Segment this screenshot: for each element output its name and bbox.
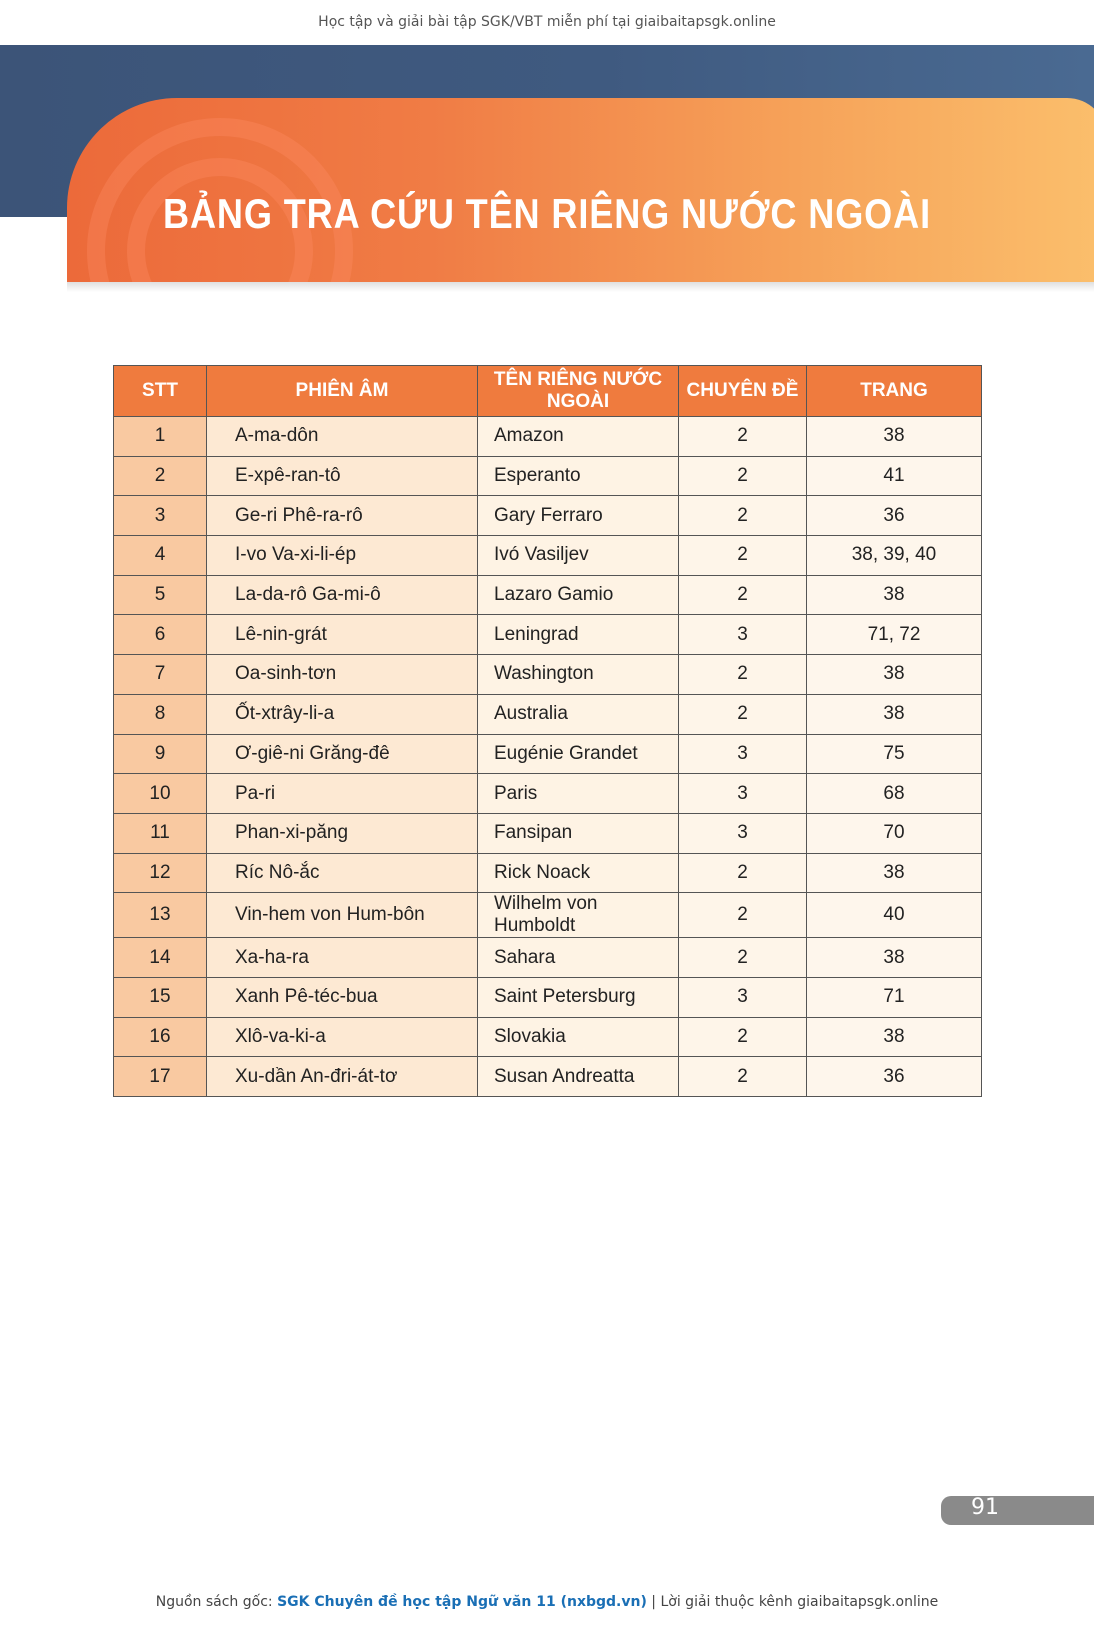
cell-topic: 2 xyxy=(679,655,807,695)
cell-foreign-name: Amazon xyxy=(478,417,679,457)
cell-page: 38, 39, 40 xyxy=(807,536,982,576)
table-row xyxy=(114,977,982,1017)
cell-phonetic: Xanh Pê-téc-bua xyxy=(207,977,478,1017)
cell-phonetic: Vin-hem von Hum-bôn xyxy=(207,893,478,938)
cell-topic: 2 xyxy=(679,694,807,734)
table-row xyxy=(114,655,982,695)
cell-stt: 15 xyxy=(114,977,207,1017)
cell-phonetic: A-ma-dôn xyxy=(207,417,478,457)
cell-stt: 7 xyxy=(114,655,207,695)
cell-stt: 10 xyxy=(114,774,207,814)
cell-topic: 3 xyxy=(679,813,807,853)
cell-phonetic: Xa-ha-ra xyxy=(207,938,478,978)
page-number: 91 xyxy=(971,1495,999,1520)
cell-stt: 11 xyxy=(114,813,207,853)
cell-page: 68 xyxy=(807,774,982,814)
cell-foreign-name: Wilhelm von Humboldt xyxy=(478,893,679,938)
cell-foreign-name: Australia xyxy=(478,694,679,734)
cell-stt: 5 xyxy=(114,575,207,615)
cell-stt: 4 xyxy=(114,536,207,576)
cell-phonetic: I-vo Va-xi-li-ép xyxy=(207,536,478,576)
table-row xyxy=(114,1017,982,1057)
cell-foreign-name: Paris xyxy=(478,774,679,814)
cell-topic: 2 xyxy=(679,853,807,893)
cell-phonetic: Oa-sinh-tơn xyxy=(207,655,478,695)
cell-foreign-name: Sahara xyxy=(478,938,679,978)
cell-page: 36 xyxy=(807,1057,982,1097)
cell-page: 38 xyxy=(807,853,982,893)
page-title: BẢNG TRA CỨU TÊN RIÊNG NƯỚC NGOÀI xyxy=(163,190,931,237)
cell-topic: 2 xyxy=(679,417,807,457)
cell-stt: 12 xyxy=(114,853,207,893)
cell-phonetic: E-xpê-ran-tô xyxy=(207,456,478,496)
cell-page: 71, 72 xyxy=(807,615,982,655)
cell-foreign-name: Slovakia xyxy=(478,1017,679,1057)
cell-stt: 2 xyxy=(114,456,207,496)
cell-page: 38 xyxy=(807,655,982,695)
footer-prefix: Nguồn sách gốc: xyxy=(155,1594,278,1610)
table-row xyxy=(114,1057,982,1097)
name-lookup-table xyxy=(113,365,982,1097)
cell-stt: 9 xyxy=(114,734,207,774)
cell-foreign-name: Lazaro Gamio xyxy=(478,575,679,615)
cell-phonetic: Ốt-xtrây-li-a xyxy=(207,694,478,734)
table-row xyxy=(114,456,982,496)
table-row xyxy=(114,938,982,978)
cell-stt: 8 xyxy=(114,694,207,734)
cell-foreign-name: Leningrad xyxy=(478,615,679,655)
cell-topic: 2 xyxy=(679,575,807,615)
cell-stt: 16 xyxy=(114,1017,207,1057)
cell-topic: 2 xyxy=(679,496,807,536)
cell-topic: 3 xyxy=(679,977,807,1017)
cell-page: 38 xyxy=(807,575,982,615)
cell-stt: 14 xyxy=(114,938,207,978)
cell-topic: 2 xyxy=(679,456,807,496)
cell-topic: 2 xyxy=(679,938,807,978)
cell-foreign-name: Gary Ferraro xyxy=(478,496,679,536)
header-page: TRANG xyxy=(807,366,982,417)
cell-phonetic: Ơ-giê-ni Grăng-đê xyxy=(207,734,478,774)
table-row xyxy=(114,694,982,734)
footer-note xyxy=(0,1594,1094,1610)
cell-foreign-name: Fansipan xyxy=(478,813,679,853)
cell-foreign-name: Washington xyxy=(478,655,679,695)
cell-topic: 2 xyxy=(679,1057,807,1097)
footer-source-link[interactable]: SGK Chuyên đề học tập Ngữ văn 11 (nxbgd.vn) xyxy=(277,1594,647,1610)
cell-stt: 1 xyxy=(114,417,207,457)
table-row xyxy=(114,615,982,655)
table-header-row xyxy=(114,366,982,417)
cell-topic: 3 xyxy=(679,615,807,655)
table-row xyxy=(114,575,982,615)
cell-page: 36 xyxy=(807,496,982,536)
banner-shadow xyxy=(67,282,1094,292)
cell-topic: 2 xyxy=(679,536,807,576)
cell-stt: 17 xyxy=(114,1057,207,1097)
cell-page: 71 xyxy=(807,977,982,1017)
cell-stt: 13 xyxy=(114,893,207,938)
cell-page: 41 xyxy=(807,456,982,496)
cell-foreign-name: Saint Petersburg xyxy=(478,977,679,1017)
cell-page: 75 xyxy=(807,734,982,774)
table-row xyxy=(114,417,982,457)
cell-page: 38 xyxy=(807,938,982,978)
cell-topic: 2 xyxy=(679,893,807,938)
cell-phonetic: Ge-ri Phê-ra-rô xyxy=(207,496,478,536)
cell-stt: 6 xyxy=(114,615,207,655)
header-stt: STT xyxy=(114,366,207,417)
table-row xyxy=(114,734,982,774)
table-row xyxy=(114,853,982,893)
cell-page: 40 xyxy=(807,893,982,938)
header-phonetic: PHIÊN ÂM xyxy=(207,366,478,417)
cell-phonetic: Pa-ri xyxy=(207,774,478,814)
cell-stt: 3 xyxy=(114,496,207,536)
header-foreign-name: TÊN RIÊNG NƯỚC NGOÀI xyxy=(478,366,679,417)
cell-topic: 2 xyxy=(679,1017,807,1057)
cell-page: 38 xyxy=(807,694,982,734)
table-row xyxy=(114,536,982,576)
cell-phonetic: Xlô-va-ki-a xyxy=(207,1017,478,1057)
cell-phonetic: Ríc Nô-ắc xyxy=(207,853,478,893)
cell-foreign-name: Eugénie Grandet xyxy=(478,734,679,774)
cell-foreign-name: Esperanto xyxy=(478,456,679,496)
cell-phonetic: La-da-rô Ga-mi-ô xyxy=(207,575,478,615)
cell-topic: 3 xyxy=(679,774,807,814)
cell-foreign-name: Rick Noack xyxy=(478,853,679,893)
cell-phonetic: Xu-dần An-đri-át-tơ xyxy=(207,1057,478,1097)
table-row xyxy=(114,774,982,814)
cell-topic: 3 xyxy=(679,734,807,774)
header-note: Học tập và giải bài tập SGK/VBT miễn phí tại giaibaitapsgk.online xyxy=(318,14,776,30)
table-row xyxy=(114,813,982,853)
header-topic: CHUYÊN ĐỀ xyxy=(679,366,807,417)
cell-phonetic: Phan-xi-păng xyxy=(207,813,478,853)
cell-page: 70 xyxy=(807,813,982,853)
cell-phonetic: Lê-nin-grát xyxy=(207,615,478,655)
cell-page: 38 xyxy=(807,417,982,457)
table-row xyxy=(114,893,982,938)
cell-foreign-name: Susan Andreatta xyxy=(478,1057,679,1097)
cell-page: 38 xyxy=(807,1017,982,1057)
cell-foreign-name: Ivó Vasiljev xyxy=(478,536,679,576)
table-row xyxy=(114,496,982,536)
footer-suffix: | Lời giải thuộc kênh giaibaitapsgk.online xyxy=(646,1594,939,1610)
